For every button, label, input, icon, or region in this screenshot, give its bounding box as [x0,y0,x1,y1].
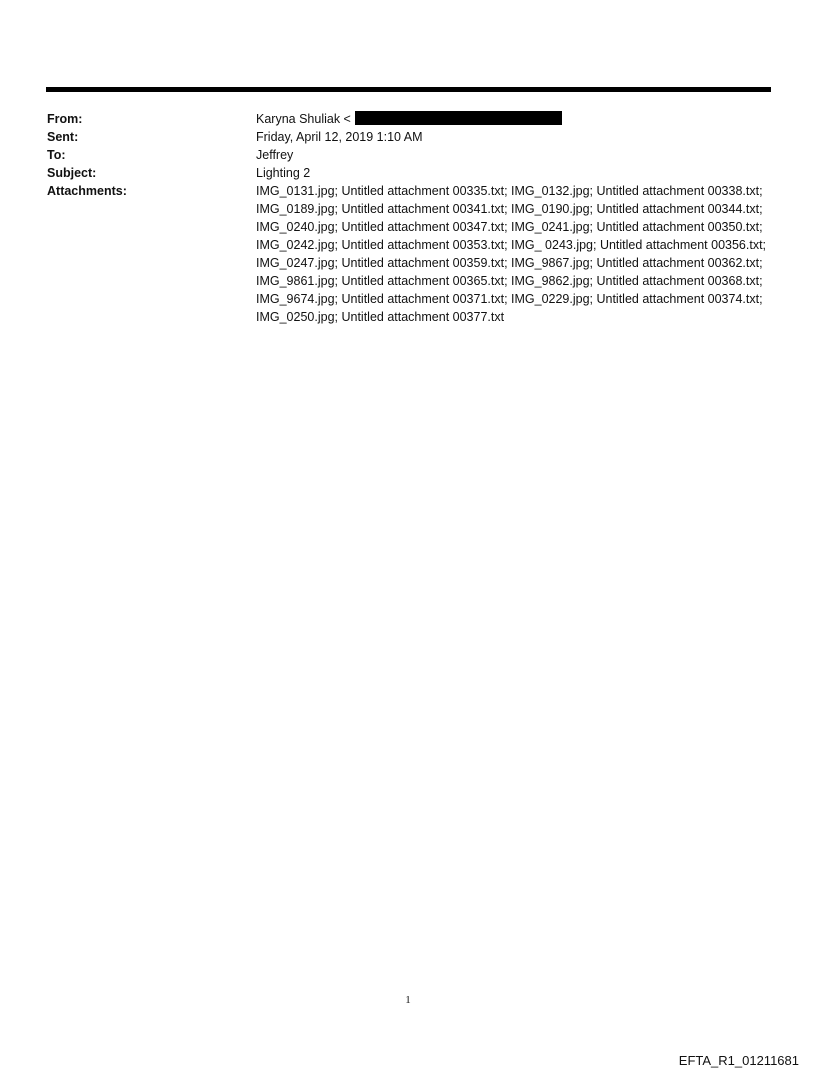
sender-name: Karyna Shuliak < [256,112,351,126]
to-value: Jeffrey [256,148,294,162]
header-rule [46,87,771,92]
sent-row [47,128,772,146]
sent-value: Friday, April 12, 2019 1:10 AM [256,130,423,144]
document-id: EFTA_R1_01211681 [678,1053,799,1068]
subject-row [47,164,772,182]
to-label: To: [47,148,66,162]
email-header [47,110,772,326]
subject-label: Subject: [47,166,97,180]
attachments-list: IMG_0131.jpg; Untitled attachment 00335.txt; IMG_0132.jpg; Untitled attachment 00338.txt; IMG_0189.jpg; Untitled attachment 00341.txt; IMG_0190.jpg; Untitled attachment 00344.txt; IMG_0240.jpg; Untitled attachment 00347.txt; IMG_0241.jpg; Untitled attachment 00350.txt; IMG_0242.jpg; Untitled attachment 00353.txt; IMG_ 0243.jpg; Untitled attachment 00356.txt; IMG_0247.jpg; Untitled attachment 00359.txt; IMG_9867.jpg; Untitled attachment 00362.txt; IMG_9861.jpg; Untitled attachment 00365.txt; IMG_9862.jpg; Untitled attachment 00368.txt; IMG_9674.jpg; Untitled attachment 00371.txt; IMG_0229.jpg; Untitled attachment 00374.txt; IMG_0250.jpg; Untitled attachment 00377.txt [256,184,767,324]
sent-label: Sent: [47,130,79,144]
page-number: 1 [405,994,411,1006]
attachments-label: Attachments: [47,184,127,198]
from-row [47,110,772,128]
subject-value: Lighting 2 [256,166,311,180]
from-value [256,110,772,128]
from-label: From: [47,112,83,126]
redaction-box [355,111,562,125]
to-row [47,146,772,164]
attachments-row [47,182,772,326]
